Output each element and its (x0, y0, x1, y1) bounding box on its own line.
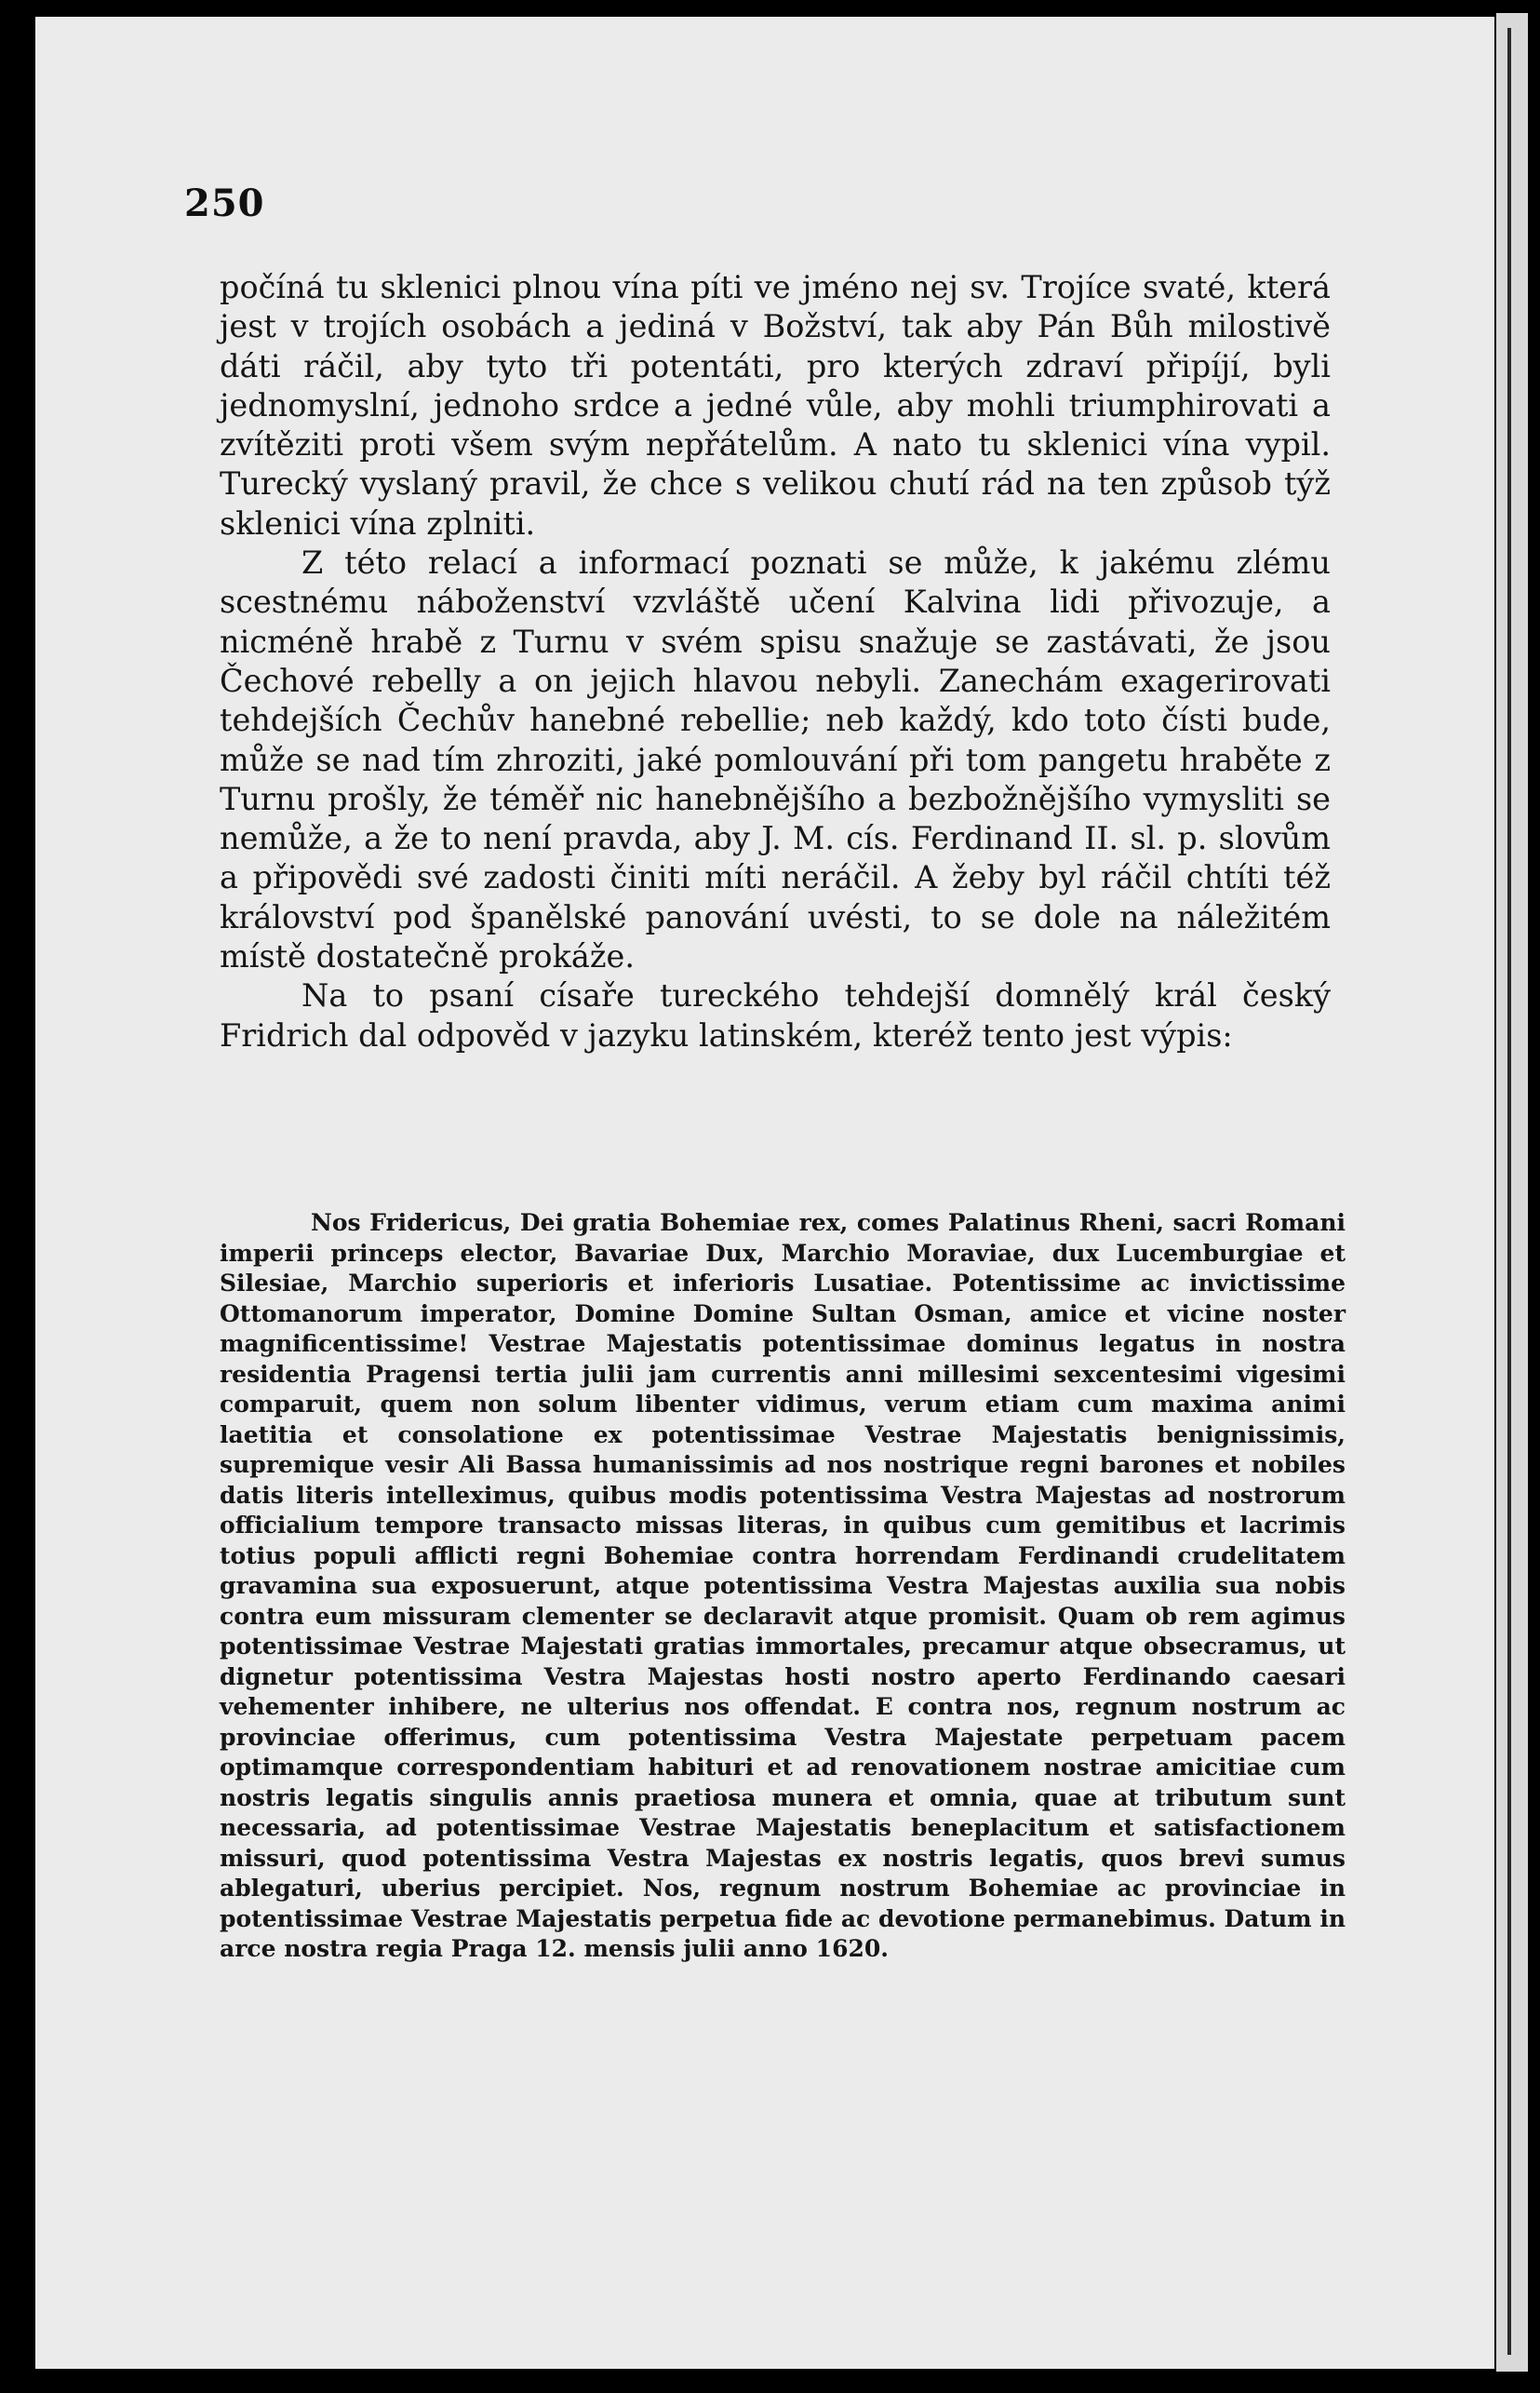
page-gutter-line (1507, 28, 1511, 2355)
paragraph-continuation: počíná tu sklenici plnou vína píti ve jméno nej sv. Trojíce svaté, která jest v trojích osobách a jediná v Božství, tak aby Pán Bůh milostivě dáti ráčil, aby tyto tři potentáti, pro kterých zdraví připíjí, byli jednomyslní, jednoho srdce a jedné vůle, aby mohli triumphirovati a zvítěziti proti všem svým nepřátelům. A nato tu sklenici vína vypil. Turecký vyslaný pravil, že chce s velikou chutí rád na ten způsob týž sklenici vína zplniti. (220, 269, 1331, 542)
latin-letter-block (220, 1208, 1346, 1965)
paragraph-relation: Z této relací a informací poznati se může, k jakému zlému scestnému náboženství vzvláště učení Kalvina lidi přivozuje, a nicméně hrabě z Turnu v svém spisu snažuje se zastávati, že jsou Čechové rebelly a on jejich hlavou nebyli. Zanechám exagerirovati tehdejších Čechův hanebné rebellie; neb každý, kdo toto čísti bude, může se nad tím zhroziti, jaké pomlouvání při tom pangetu hraběte z Turnu prošly, že téměř nic hanebnějšího a bezbožnějšího vymysliti se nemůže, a že to není pravda, aby J. M. cís. Ferdinand II. sl. p. slovům a připovědi své zadosti činiti míti neráčil. A žeby byl ráčil chtíti též království pod španělské panování uvésti, to se dole na náležitém místě dostatečně prokáže. (220, 544, 1331, 975)
latin-letter-text: Nos Fridericus, Dei gratia Bohemiae rex, comes Palatinus Rheni, sacri Romani imperii princeps elector, Bavariae Dux, Marchio Moraviae, dux Lucemburgiae et Silesiae, Marchio superioris et inferioris Lusatiae. Potentissime ac invictissime Ottomanorum imperator, Domine Domine Sultan Osman, amice et vicine noster magnificentissime! Vestrae Majestatis potentissimae dominus legatus in nostra residentia Pragensi tertia julii jam currentis anni millesimi sexcentesimi vigesimi comparuit, quem non solum libenter vidimus, verum etiam cum maxima animi laetitia et consolatione ex potentissimae Vestrae Majestatis benignissimis, supremique vesir Ali Bassa humanissimis ad nos nostrique regni barones et nobiles datis literis intelleximus, quibus modis potentissima Vestra Majestas ad nostrorum officialium tempore transacto missas literas, in quibus cum gemitibus et lacrimis totius populi afflicti regni Bohemiae contra horrendam Ferdinandi crudelitatem gravamina sua exposuerunt, atque potentissima Vestra Majestas auxilia sua nobis contra eum missuram clementer se declaravit atque promisit. Quam ob rem agimus potentissimae Vestrae Majestati gratias immortales, precamur atque obsecramus, ut dignetur potentissima Vestra Majestas hosti nostro aperto Ferdinando caesari vehementer inhibere, ne ulterius nos offendat. E contra nos, regnum nostrum ac provinciae offerimus, cum potentissima Vestra Majestate perpetuam pacem optimamque correspondentiam habituri et ad renovationem nostrae amicitiae cum nostris legatis singulis annis praetiosa munera et omnia, quae at tributum sunt necessaria, ad potentissimae Vestrae Majestatis beneplacitum et satisfactionem missuri, quod potentissima Vestra Majestas ex nostris legatis, quos brevi sumus ablegaturi, uberius percipiet. Nos, regnum nostrum Bohemiae ac provinciae in potentissimae Vestrae Majestatis perpetua fide ac devotione permanebimus. Datum in arce nostra regia Praga 12. mensis julii anno 1620. (220, 1209, 1346, 1962)
czech-body-text (220, 268, 1331, 1055)
adjacent-page-edge (1496, 13, 1528, 2372)
paragraph-reply-intro: Na to psaní císaře tureckého tehdejší domnělý král český Fridrich dal odpověd v jazyku latinském, kteréž tento jest výpis: (220, 977, 1331, 1054)
page-number: 250 (184, 181, 265, 225)
